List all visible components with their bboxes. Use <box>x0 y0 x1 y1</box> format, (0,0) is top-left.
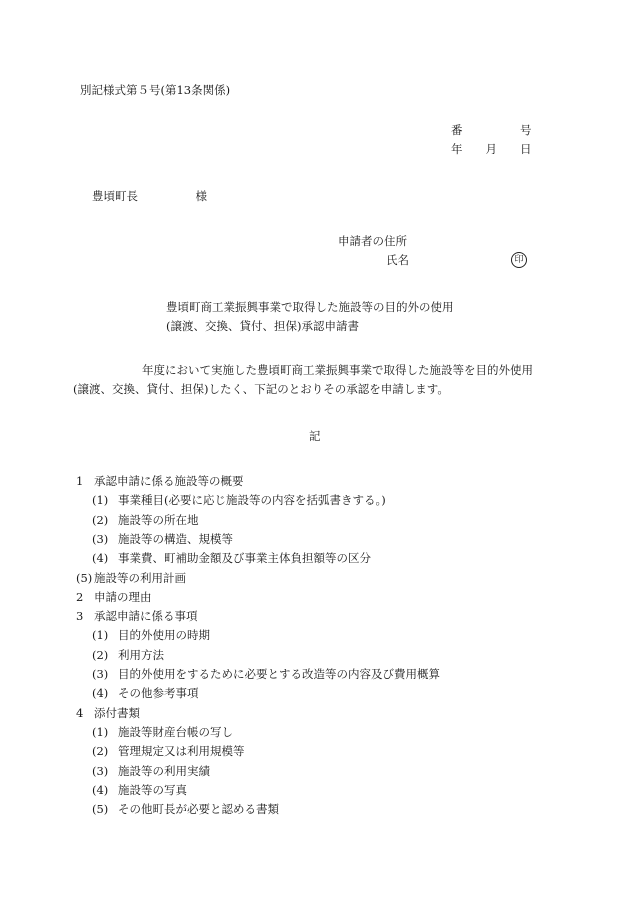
list-item-number: (5) <box>92 802 109 816</box>
list-item-number: 2 <box>76 590 84 604</box>
list-item-number: (1) <box>92 725 109 739</box>
list-item-number: (4) <box>92 686 109 700</box>
number-label: 番 号 <box>451 123 532 137</box>
list-item-text: 事業費、町補助金額及び事業主体負担額等の区分 <box>118 551 371 565</box>
list-item-text: 管理規定又は利用規模等 <box>118 744 245 758</box>
list-item-number: (4) <box>92 783 109 797</box>
list-item-text: 承認申請に係る施設等の概要 <box>94 474 244 488</box>
list-item-text: その他町長が必要と認める書類 <box>118 802 279 816</box>
list-item-text: 事業種目(必要に応じ施設等の内容を括弧書きする。) <box>118 493 386 507</box>
list-item-number: (2) <box>92 648 109 662</box>
list-item-text: その他参考事項 <box>118 686 199 700</box>
list-item-text: 利用方法 <box>118 648 164 662</box>
list-item-number: (3) <box>92 667 109 681</box>
date-label: 年 月 日 <box>451 142 532 156</box>
list-item-number: (3) <box>92 764 109 778</box>
list-item-number: (5) <box>76 571 93 585</box>
list-item-number: (4) <box>92 551 109 565</box>
body-line-1: 年度において実施した豊頃町商工業振興事業で取得した施設等を目的外使用 <box>142 363 533 377</box>
subject-line-2: (譲渡、交換、貸付、担保)承認申請書 <box>166 319 359 333</box>
list-item-text: 目的外使用の時期 <box>118 628 210 642</box>
list-item-text: 目的外使用をするために必要とする改造等の内容及び費用概算 <box>118 667 440 681</box>
list-item-number: (2) <box>92 513 109 527</box>
list-item-text: 添付書類 <box>94 706 140 720</box>
list-item-text: 施設等の写真 <box>118 783 187 797</box>
ki-heading: 記 <box>309 429 321 443</box>
list-item-text: 申請の理由 <box>94 590 152 604</box>
seal-mark: 印 <box>511 252 527 268</box>
list-item-number: 3 <box>76 609 84 623</box>
list-item-text: 承認申請に係る事項 <box>94 609 198 623</box>
applicant-name-label: 氏名 <box>386 253 409 267</box>
list-item-text: 施設等の利用実績 <box>118 764 210 778</box>
list-item-number: (3) <box>92 532 109 546</box>
list-item-number: 4 <box>76 706 84 720</box>
list-item-text: 施設等財産台帳の写し <box>118 725 233 739</box>
list-item-text: 施設等の利用計画 <box>94 571 186 585</box>
form-title: 別記様式第５号(第13条関係) <box>80 83 231 97</box>
body-line-2: (譲渡、交換、貸付、担保)したく、下記のとおりその承認を申請します。 <box>73 382 449 396</box>
applicant-address-label: 申請者の住所 <box>338 234 407 248</box>
list-item-number: (2) <box>92 744 109 758</box>
subject-line-1: 豊頃町商工業振興事業で取得した施設等の目的外の使用 <box>166 300 454 314</box>
list-item-number: (1) <box>92 628 109 642</box>
list-item-number: 1 <box>76 474 84 488</box>
addressee: 豊頃町長 様 <box>92 189 207 203</box>
list-item-text: 施設等の構造、規模等 <box>118 532 233 546</box>
list-item-text: 施設等の所在地 <box>118 513 199 527</box>
list-item-number: (1) <box>92 493 109 507</box>
